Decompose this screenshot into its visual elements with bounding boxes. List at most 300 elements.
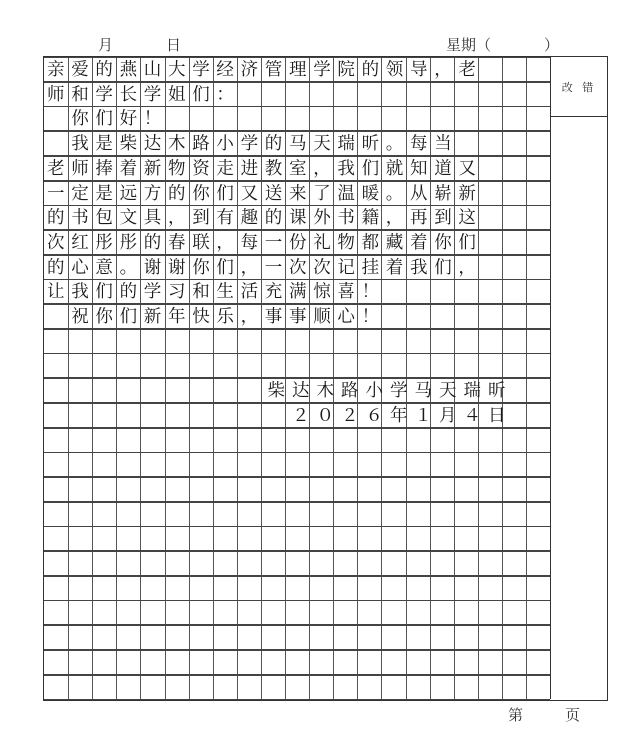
grid-cell-divider <box>285 552 309 575</box>
grid-cell-divider <box>285 354 309 377</box>
grid-cell-divider <box>430 429 454 452</box>
grid-cell-divider <box>68 453 92 476</box>
grid-cell-divider <box>454 330 478 353</box>
grid-cell-divider <box>285 527 309 550</box>
grid-cell-divider <box>526 58 550 81</box>
grid-cell-divider <box>189 478 213 501</box>
grid-cell-divider <box>285 453 309 476</box>
grid-cell-divider <box>357 83 381 106</box>
grid-cell-divider <box>406 503 430 526</box>
grid-cell-divider <box>261 453 285 476</box>
grid-cell-divider <box>237 107 261 130</box>
grid-cell-divider <box>261 503 285 526</box>
handwritten-line <box>44 601 47 626</box>
grid-row <box>44 205 550 230</box>
handwritten-line: 亲爱的燕山大学经济管理学院的领导，老 <box>47 60 483 80</box>
grid-cell-divider <box>406 83 430 106</box>
grid-cell-divider <box>526 206 550 229</box>
month-label: 月 <box>98 36 114 54</box>
grid-cell-divider <box>285 83 309 106</box>
grid-cell-divider <box>430 601 454 624</box>
grid-cell-divider <box>454 280 478 303</box>
grid-cell-divider <box>430 478 454 501</box>
page-label: 第 <box>508 706 524 724</box>
grid-cell-divider <box>140 527 164 550</box>
grid-row <box>44 255 550 280</box>
correction-label: 改 错 <box>551 57 607 117</box>
grid-cell-divider <box>333 83 357 106</box>
grid-cell-divider <box>165 354 189 377</box>
grid-cell-divider <box>165 552 189 575</box>
grid-cell-divider <box>454 305 478 328</box>
grid-cell-divider <box>309 552 333 575</box>
grid-row <box>44 57 550 82</box>
grid-cell-divider <box>237 330 261 353</box>
grid-cell-divider <box>454 83 478 106</box>
grid-cell-divider <box>502 280 526 303</box>
handwritten-line <box>44 527 47 552</box>
grid-cell-divider <box>478 601 502 624</box>
grid-row <box>44 82 550 107</box>
grid-cell-divider <box>237 527 261 550</box>
grid-row <box>44 625 550 650</box>
grid-cell-divider <box>526 157 550 180</box>
grid-cell-divider <box>237 601 261 624</box>
grid-cell-divider <box>189 354 213 377</box>
grid-cell-divider <box>309 478 333 501</box>
grid-cell-divider <box>478 552 502 575</box>
grid-cell-divider <box>502 577 526 600</box>
grid-cell-divider <box>213 429 237 452</box>
grid-cell-divider <box>92 651 116 674</box>
grid-cell-divider <box>285 107 309 130</box>
grid-row <box>44 106 550 131</box>
grid-cell-divider <box>430 453 454 476</box>
grid-cell-divider <box>165 676 189 699</box>
sheet-footer <box>0 704 631 728</box>
grid-cell-divider <box>213 478 237 501</box>
grid-cell-divider <box>333 601 357 624</box>
grid-cell-divider <box>357 429 381 452</box>
grid-cell-divider <box>309 676 333 699</box>
grid-cell-divider <box>381 527 405 550</box>
grid-row <box>44 403 550 428</box>
grid-row <box>44 353 550 378</box>
grid-cell-divider <box>430 330 454 353</box>
grid-cell-divider <box>309 601 333 624</box>
grid-cell-divider <box>165 453 189 476</box>
grid-cell-divider <box>333 453 357 476</box>
grid-cell-divider <box>502 453 526 476</box>
grid-cell-divider <box>502 132 526 155</box>
grid-cell-divider <box>261 577 285 600</box>
grid-cell-divider <box>92 676 116 699</box>
grid-cell-divider <box>165 429 189 452</box>
handwritten-line: ２０２６年１月４日 <box>47 405 513 426</box>
grid-cell-divider <box>213 626 237 649</box>
grid-cell-divider <box>261 676 285 699</box>
grid-cell-divider <box>454 354 478 377</box>
grid-cell-divider <box>526 626 550 649</box>
grid-cell-divider <box>333 651 357 674</box>
grid-cell-divider <box>430 651 454 674</box>
grid-cell-divider <box>116 527 140 550</box>
grid-cell-divider <box>478 676 502 699</box>
grid-cell-divider <box>140 601 164 624</box>
grid-cell-divider <box>116 453 140 476</box>
grid-cell-divider <box>406 577 430 600</box>
grid-cell-divider <box>309 354 333 377</box>
grid-cell-divider <box>285 429 309 452</box>
grid-cell-divider <box>454 676 478 699</box>
grid-cell-divider <box>68 527 92 550</box>
grid-row <box>44 477 550 502</box>
grid-cell-divider <box>478 453 502 476</box>
handwritten-line <box>44 676 47 701</box>
grid-cell-divider <box>526 601 550 624</box>
grid-row <box>44 650 550 675</box>
grid-cell-divider <box>285 601 309 624</box>
grid-cell-divider <box>140 577 164 600</box>
grid-cell-divider <box>309 527 333 550</box>
grid-cell-divider <box>357 503 381 526</box>
grid-cell-divider <box>454 453 478 476</box>
grid-cell-divider <box>140 676 164 699</box>
grid-cell-divider <box>309 330 333 353</box>
grid-cell-divider <box>116 503 140 526</box>
grid-cell-divider <box>526 552 550 575</box>
grid-cell-divider <box>357 354 381 377</box>
handwritten-line <box>44 453 47 478</box>
grid-cell-divider <box>478 527 502 550</box>
grid-cell-divider <box>165 330 189 353</box>
grid-cell-divider <box>333 354 357 377</box>
grid-cell-divider <box>430 552 454 575</box>
grid-cell-divider <box>285 478 309 501</box>
grid-cell-divider <box>502 182 526 205</box>
grid-cell-divider <box>140 552 164 575</box>
grid-cell-divider <box>502 330 526 353</box>
grid-cell-divider <box>237 503 261 526</box>
grid-cell-divider <box>478 429 502 452</box>
grid-cell-divider <box>357 330 381 353</box>
grid-cell-divider <box>165 107 189 130</box>
grid-cell-divider <box>92 527 116 550</box>
grid-cell-divider <box>502 527 526 550</box>
grid-cell-divider <box>478 330 502 353</box>
grid-cell-divider <box>213 552 237 575</box>
weekday-close-paren: ） <box>544 36 560 54</box>
grid-cell-divider <box>526 404 550 427</box>
grid-cell-divider <box>502 676 526 699</box>
grid-cell-divider <box>68 676 92 699</box>
grid-cell-divider <box>357 651 381 674</box>
grid-cell-divider <box>381 107 405 130</box>
grid-cell-divider <box>502 256 526 279</box>
grid-cell-divider <box>165 626 189 649</box>
grid-cell-divider <box>140 626 164 649</box>
grid-cell-divider <box>406 651 430 674</box>
grid-cell-divider <box>189 552 213 575</box>
grid-cell-divider <box>526 256 550 279</box>
grid-cell-divider <box>116 577 140 600</box>
grid-cell-divider <box>92 626 116 649</box>
grid-cell-divider <box>381 330 405 353</box>
grid-row <box>44 526 550 551</box>
grid-cell-divider <box>261 601 285 624</box>
grid-cell-divider <box>92 478 116 501</box>
grid-cell-divider <box>333 429 357 452</box>
grid-cell-divider <box>213 453 237 476</box>
grid-cell-divider <box>285 503 309 526</box>
grid-cell-divider <box>430 107 454 130</box>
grid-cell-divider <box>92 429 116 452</box>
grid-cell-divider <box>261 330 285 353</box>
grid-cell-divider <box>237 453 261 476</box>
grid-cell-divider <box>189 503 213 526</box>
grid-cell-divider <box>309 83 333 106</box>
grid-cell-divider <box>92 503 116 526</box>
grid-cell-divider <box>261 626 285 649</box>
grid-cell-divider <box>406 626 430 649</box>
handwritten-line: 次红彤彤的春联，每一份礼物都藏着你们 <box>47 232 483 253</box>
grid-row <box>44 304 550 329</box>
writing-grid <box>44 57 550 699</box>
day-label: 日 <box>166 36 182 54</box>
grid-cell-divider <box>454 503 478 526</box>
grid-cell-divider <box>68 626 92 649</box>
grid-cell-divider <box>309 651 333 674</box>
handwritten-line: 师和学长学姐们： <box>47 84 241 105</box>
grid-cell-divider <box>140 651 164 674</box>
grid-cell-divider <box>68 354 92 377</box>
grid-cell-divider <box>92 453 116 476</box>
grid-cell-divider <box>478 107 502 130</box>
grid-row <box>44 181 550 206</box>
grid-cell-divider <box>526 280 550 303</box>
grid-cell-divider <box>478 354 502 377</box>
grid-cell-divider <box>430 527 454 550</box>
grid-cell-divider <box>92 330 116 353</box>
grid-cell-divider <box>357 478 381 501</box>
grid-cell-divider <box>309 577 333 600</box>
grid-cell-divider <box>333 676 357 699</box>
grid-cell-divider <box>189 651 213 674</box>
grid-cell-divider <box>502 83 526 106</box>
grid-cell-divider <box>213 676 237 699</box>
grid-row <box>44 378 550 403</box>
grid-cell-divider <box>381 478 405 501</box>
grid-cell-divider <box>309 453 333 476</box>
grid-cell-divider <box>213 330 237 353</box>
grid-cell-divider <box>92 354 116 377</box>
grid-cell-divider <box>502 107 526 130</box>
grid-cell-divider <box>406 305 430 328</box>
grid-cell-divider <box>189 527 213 550</box>
grid-cell-divider <box>478 280 502 303</box>
grid-cell-divider <box>430 503 454 526</box>
grid-cell-divider <box>526 107 550 130</box>
grid-cell-divider <box>68 503 92 526</box>
handwritten-line: 的心意。谢谢你们，一次次记挂着我们， <box>47 257 483 278</box>
grid-cell-divider <box>213 503 237 526</box>
grid-cell-divider <box>165 527 189 550</box>
grid-row <box>44 230 550 255</box>
grid-cell-divider <box>68 330 92 353</box>
handwritten-line <box>44 626 47 651</box>
grid-cell-divider <box>406 552 430 575</box>
grid-cell-divider <box>454 601 478 624</box>
grid-cell-divider <box>406 280 430 303</box>
grid-cell-divider <box>526 527 550 550</box>
grid-cell-divider <box>261 354 285 377</box>
grid-cell-divider <box>381 83 405 106</box>
grid-cell-divider <box>261 552 285 575</box>
grid-cell-divider <box>526 354 550 377</box>
grid-cell-divider <box>406 107 430 130</box>
grid-cell-divider <box>357 601 381 624</box>
grid-cell-divider <box>285 651 309 674</box>
grid-cell-divider <box>116 330 140 353</box>
grid-cell-divider <box>165 601 189 624</box>
grid-cell-divider <box>140 478 164 501</box>
grid-row <box>44 279 550 304</box>
handwritten-line <box>44 552 47 577</box>
handwritten-line: 祝你们新年快乐，事事顺心！ <box>47 307 386 327</box>
grid-cell-divider <box>92 577 116 600</box>
grid-cell-divider <box>526 305 550 328</box>
grid-row <box>44 675 550 700</box>
page-suffix: 页 <box>565 706 581 724</box>
grid-cell-divider <box>140 330 164 353</box>
grid-cell-divider <box>454 651 478 674</box>
grid-cell-divider <box>189 676 213 699</box>
grid-cell-divider <box>116 601 140 624</box>
grid-cell-divider <box>213 527 237 550</box>
grid-cell-divider <box>213 601 237 624</box>
grid-cell-divider <box>454 626 478 649</box>
grid-cell-divider <box>478 132 502 155</box>
handwritten-line: 老师捧着新物资走进教室，我们就知道又 <box>47 158 483 179</box>
grid-cell-divider <box>357 676 381 699</box>
handwritten-line: 一定是远方的你们又送来了温暖。从崭新 <box>47 183 483 204</box>
grid-cell-divider <box>189 453 213 476</box>
grid-cell-divider <box>502 626 526 649</box>
grid-cell-divider <box>381 429 405 452</box>
grid-cell-divider <box>430 626 454 649</box>
handwritten-line: 让我们的学习和生活充满惊喜！ <box>47 282 386 303</box>
grid-cell-divider <box>406 601 430 624</box>
grid-cell-divider <box>526 676 550 699</box>
grid-cell-divider <box>261 478 285 501</box>
grid-cell-divider <box>478 503 502 526</box>
grid-cell-divider <box>526 231 550 254</box>
handwritten-line: 柴达木路小学马天瑞昕 <box>47 381 513 402</box>
grid-cell-divider <box>333 478 357 501</box>
grid-cell-divider <box>502 305 526 328</box>
grid-cell-divider <box>140 503 164 526</box>
grid-row <box>44 452 550 477</box>
grid-cell-divider <box>213 354 237 377</box>
grid-cell-divider <box>502 231 526 254</box>
handwritten-line <box>44 354 47 379</box>
grid-cell-divider <box>68 429 92 452</box>
grid-cell-divider <box>381 601 405 624</box>
grid-cell-divider <box>309 107 333 130</box>
handwritten-line: 我是柴达木路小学的马天瑞昕。每当 <box>47 134 459 155</box>
grid-cell-divider <box>333 503 357 526</box>
grid-cell-divider <box>406 453 430 476</box>
grid-cell-divider <box>478 478 502 501</box>
grid-cell-divider <box>68 577 92 600</box>
grid-cell-divider <box>116 651 140 674</box>
grid-cell-divider <box>502 503 526 526</box>
grid-row <box>44 502 550 527</box>
grid-cell-divider <box>502 58 526 81</box>
grid-cell-divider <box>478 626 502 649</box>
grid-cell-divider <box>189 330 213 353</box>
grid-cell-divider <box>116 478 140 501</box>
grid-cell-divider <box>237 626 261 649</box>
grid-cell-divider <box>502 601 526 624</box>
grid-cell-divider <box>261 651 285 674</box>
grid-cell-divider <box>406 429 430 452</box>
grid-cell-divider <box>213 107 237 130</box>
grid-cell-divider <box>92 601 116 624</box>
grid-cell-divider <box>116 626 140 649</box>
grid-cell-divider <box>285 577 309 600</box>
grid-cell-divider <box>116 552 140 575</box>
grid-cell-divider <box>502 651 526 674</box>
handwritten-line <box>44 577 47 602</box>
handwritten-line <box>44 429 47 454</box>
grid-cell-divider <box>189 601 213 624</box>
grid-cell-divider <box>526 429 550 452</box>
grid-row <box>44 428 550 453</box>
grid-cell-divider <box>430 676 454 699</box>
grid-cell-divider <box>526 83 550 106</box>
grid-cell-divider <box>333 107 357 130</box>
grid-cell-divider <box>92 552 116 575</box>
grid-cell-divider <box>140 453 164 476</box>
handwritten-line: 的书包文具，到有趣的课外书籍，再到这 <box>47 208 483 229</box>
grid-cell-divider <box>406 527 430 550</box>
grid-cell-divider <box>526 453 550 476</box>
grid-cell-divider <box>526 503 550 526</box>
handwritten-line <box>44 651 47 676</box>
grid-cell-divider <box>357 527 381 550</box>
grid-cell-divider <box>237 429 261 452</box>
handwritten-line <box>44 478 47 503</box>
grid-cell-divider <box>261 107 285 130</box>
grid-cell-divider <box>261 429 285 452</box>
grid-cell-divider <box>381 453 405 476</box>
grid-cell-divider <box>430 305 454 328</box>
grid-cell-divider <box>454 527 478 550</box>
grid-row <box>44 600 550 625</box>
grid-cell-divider <box>237 354 261 377</box>
grid-cell-divider <box>526 577 550 600</box>
grid-cell-divider <box>333 527 357 550</box>
grid-cell-divider <box>406 330 430 353</box>
grid-cell-divider <box>406 478 430 501</box>
grid-cell-divider <box>381 552 405 575</box>
grid-cell-divider <box>189 429 213 452</box>
grid-cell-divider <box>430 83 454 106</box>
grid-cell-divider <box>333 577 357 600</box>
grid-cell-divider <box>454 429 478 452</box>
grid-cell-divider <box>140 354 164 377</box>
